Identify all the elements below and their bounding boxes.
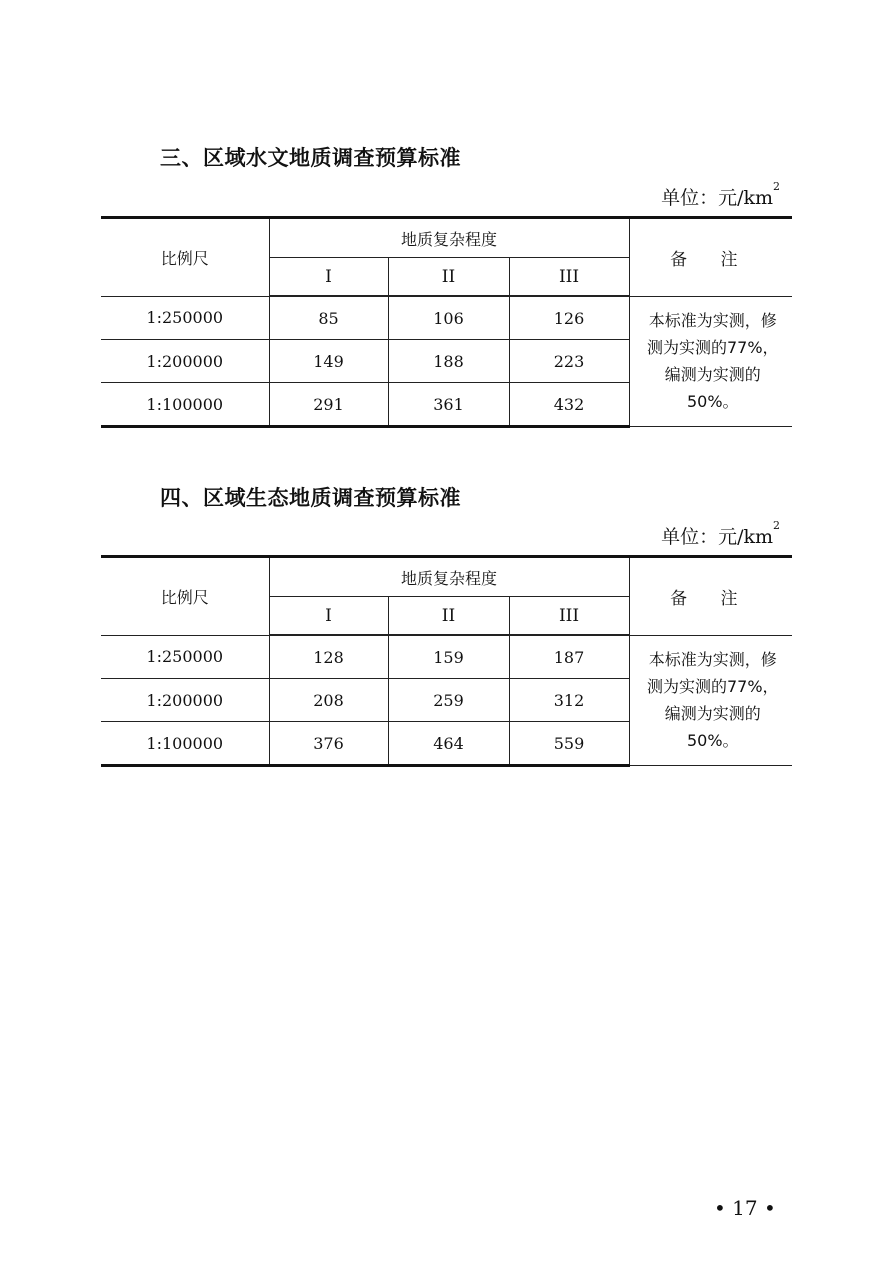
section-title: 三、区域水文地质调查预算标准	[160, 146, 461, 170]
value-cell: 106	[388, 296, 509, 340]
unit-label	[661, 180, 780, 210]
page-number: • 17 •	[714, 1196, 776, 1220]
note-cell: 本标准为实测，修测为实测的77%，编测为实测的50%。	[629, 296, 792, 427]
header-complexity: 地质复杂程度	[269, 557, 629, 597]
table-row	[101, 296, 792, 340]
unit-label	[661, 519, 780, 549]
value-cell: 85	[269, 296, 388, 340]
header-level-2: II	[388, 597, 509, 636]
unit-text: 单位：元/km	[661, 187, 773, 209]
value-cell: 128	[269, 635, 388, 679]
header-scale: 比例尺	[101, 557, 269, 636]
value-cell: 187	[509, 635, 629, 679]
scale-cell: 1:200000	[101, 679, 269, 722]
budget-table	[101, 555, 792, 767]
value-cell: 312	[509, 679, 629, 722]
header-scale: 比例尺	[101, 218, 269, 297]
unit-superscript: 2	[773, 180, 780, 193]
value-cell: 259	[388, 679, 509, 722]
value-cell: 159	[388, 635, 509, 679]
header-note: 备 注	[629, 557, 792, 636]
header-level-2: II	[388, 258, 509, 297]
note-cell: 本标准为实测，修测为实测的77%，编测为实测的50%。	[629, 635, 792, 766]
value-cell: 361	[388, 383, 509, 427]
scale-cell: 1:100000	[101, 383, 269, 427]
scale-cell: 1:100000	[101, 722, 269, 766]
value-cell: 559	[509, 722, 629, 766]
scale-cell: 1:250000	[101, 635, 269, 679]
value-cell: 223	[509, 340, 629, 383]
budget-table	[101, 216, 792, 428]
header-level-1: I	[269, 258, 388, 297]
header-level-3: III	[509, 597, 629, 636]
header-level-1: I	[269, 597, 388, 636]
value-cell: 149	[269, 340, 388, 383]
header-note: 备 注	[629, 218, 792, 297]
section-title: 四、区域生态地质调查预算标准	[160, 486, 461, 510]
value-cell: 464	[388, 722, 509, 766]
scale-cell: 1:200000	[101, 340, 269, 383]
value-cell: 376	[269, 722, 388, 766]
value-cell: 432	[509, 383, 629, 427]
value-cell: 126	[509, 296, 629, 340]
unit-text: 单位：元/km	[661, 526, 773, 548]
value-cell: 291	[269, 383, 388, 427]
header-complexity: 地质复杂程度	[269, 218, 629, 258]
value-cell: 188	[388, 340, 509, 383]
value-cell: 208	[269, 679, 388, 722]
header-level-3: III	[509, 258, 629, 297]
scale-cell: 1:250000	[101, 296, 269, 340]
table-row	[101, 635, 792, 679]
unit-superscript: 2	[773, 519, 780, 532]
